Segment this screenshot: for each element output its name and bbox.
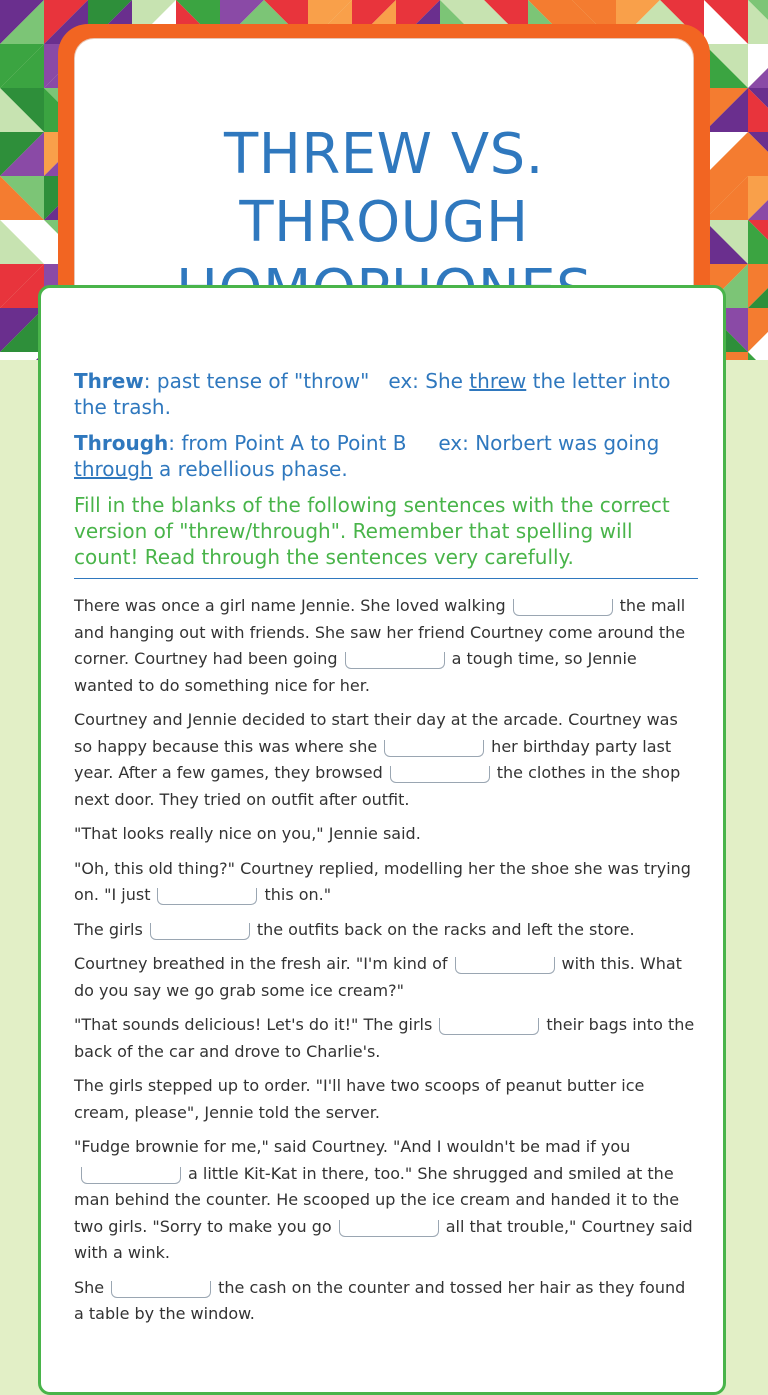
story-text: all that trouble," Courtney said with a wink. bbox=[74, 1216, 693, 1262]
worksheet-panel bbox=[38, 285, 726, 1395]
story-text: with this. What do you say we go grab some ice cream?" bbox=[74, 954, 682, 1000]
story-text: the clothes in the shop next door. They tried on outfit after outfit. bbox=[74, 763, 681, 809]
story bbox=[74, 593, 698, 1328]
definition-through bbox=[74, 430, 698, 482]
story-paragraph-5 bbox=[74, 917, 698, 944]
story-text: the cash on the counter and tossed her hair as they found a table by the window. bbox=[74, 1277, 686, 1323]
story-text: Courtney and Jennie decided to start their day at the arcade. Courtney was so happy because this was where she bbox=[74, 710, 678, 756]
instructions: Fill in the blanks of the following sentences with the correct version of "threw/through". Remember that spelling will count! Read through the sentences very carefully. bbox=[74, 492, 698, 579]
story-paragraph-10 bbox=[74, 1275, 698, 1328]
blank-input-6[interactable] bbox=[150, 923, 250, 940]
blank-input-1[interactable] bbox=[513, 599, 613, 616]
example-suffix-threw: the letter into the trash. bbox=[74, 369, 671, 419]
blank-input-9[interactable] bbox=[81, 1167, 181, 1184]
blank-input-5[interactable] bbox=[157, 888, 257, 905]
story-text: a tough time, so Jennie wanted to do something nice for her. bbox=[74, 649, 637, 695]
story-text: "Fudge brownie for me," said Courtney. "And I wouldn't be mad if you bbox=[74, 1137, 631, 1156]
story-text: Courtney breathed in the fresh air. "I'm kind of bbox=[74, 954, 448, 973]
definition-term-threw: Threw bbox=[74, 369, 144, 393]
title-card bbox=[58, 24, 710, 314]
example-suffix-through: a rebellious phase. bbox=[152, 457, 348, 481]
example-word-threw: threw bbox=[469, 369, 527, 393]
story-text: There was once a girl name Jennie. She loved walking bbox=[74, 596, 506, 615]
story-paragraph-9 bbox=[74, 1134, 698, 1267]
story-text: the outfits back on the racks and left the store. bbox=[256, 919, 635, 939]
story-paragraph-7 bbox=[74, 1012, 698, 1065]
story-paragraph-4 bbox=[74, 856, 698, 909]
story-text: "Oh, this old thing?" Courtney replied, modelling her the shoe she was trying on. "I just bbox=[74, 858, 691, 904]
story-paragraph-3: "That looks really nice on you," Jennie said. bbox=[74, 824, 421, 843]
story-text: this on." bbox=[264, 885, 332, 904]
story-paragraph-6 bbox=[74, 951, 698, 1004]
story-text: their bags into the back of the car and drove to Charlie's. bbox=[74, 1015, 695, 1061]
example-prefix-threw: ex: She bbox=[388, 369, 470, 393]
example-prefix-through: ex: Norbert was going bbox=[438, 431, 660, 455]
blank-input-4[interactable] bbox=[390, 766, 490, 783]
story-text: the mall and hanging out with friends. She saw her friend Courtney come around the corner. Courtney had been going bbox=[74, 596, 686, 668]
story-paragraph-1 bbox=[74, 593, 698, 699]
blank-input-3[interactable] bbox=[384, 740, 484, 757]
blank-input-2[interactable] bbox=[345, 652, 445, 669]
story-text: The girls bbox=[74, 919, 143, 939]
definition-threw bbox=[74, 368, 698, 420]
story-text: a little Kit-Kat in there, too." She shrugged and smiled at the man behind the counter. He scooped up the ice cream and handed it to the two girls. "Sorry to make you go bbox=[74, 1163, 680, 1236]
blank-input-10[interactable] bbox=[339, 1220, 439, 1237]
definition-meaning-through: : from Point A to Point B bbox=[168, 431, 407, 455]
story-text: "That sounds delicious! Let's do it!" The girls bbox=[74, 1015, 433, 1034]
definition-meaning-threw: : past tense of "throw" bbox=[143, 369, 370, 393]
story-text: She bbox=[74, 1277, 105, 1297]
blank-input-11[interactable] bbox=[111, 1281, 211, 1298]
worksheet-content bbox=[74, 368, 698, 1336]
title-line-1: THREW VS. THROUGH bbox=[224, 122, 544, 255]
example-word-through: through bbox=[74, 457, 153, 481]
title-inner bbox=[74, 38, 694, 314]
blank-input-7[interactable] bbox=[455, 957, 555, 974]
story-paragraph-8: The girls stepped up to order. "I'll have two scoops of peanut butter ice cream, please", Jennie told the server. bbox=[74, 1076, 645, 1122]
blank-input-8[interactable] bbox=[439, 1018, 539, 1035]
story-text: her birthday party last year. After a few games, they browsed bbox=[74, 736, 672, 782]
definition-term-through: Through bbox=[74, 431, 169, 455]
story-paragraph-2 bbox=[74, 707, 698, 813]
